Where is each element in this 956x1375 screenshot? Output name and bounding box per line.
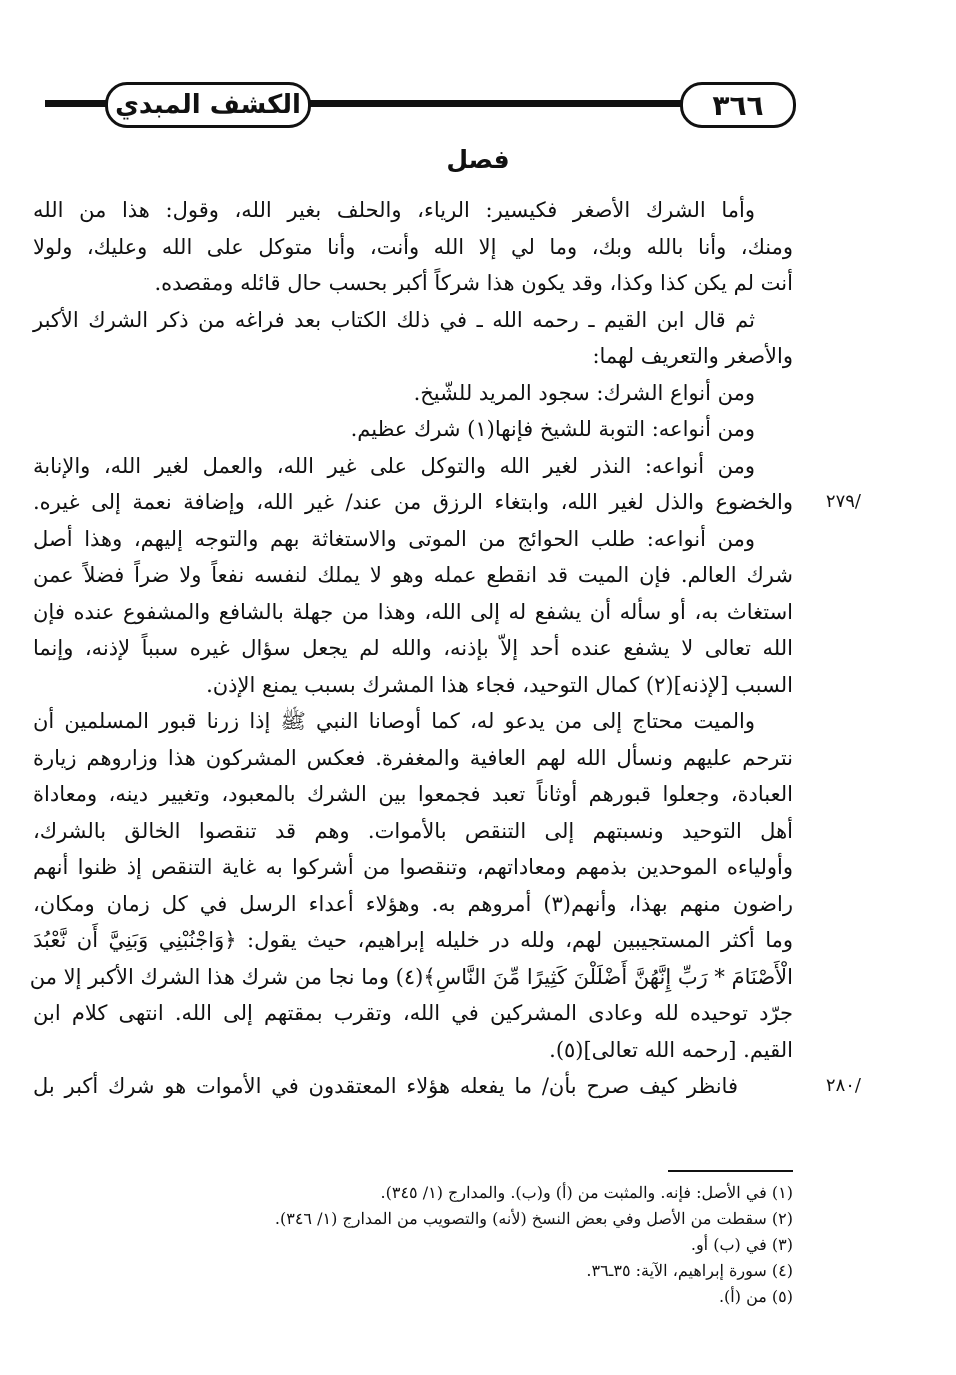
text-line-content: فانظر كيف صرح بأن/ ما يفعله هؤلاء المعتقدون في الأموات هو شرك أكبر بل — [33, 1074, 738, 1098]
text-line: نترحم عليهم ونسأل الله لهم العافية والمغفرة. فعكس المشركون هذا وزاروهم زيارة — [33, 745, 793, 770]
page-header — [45, 78, 795, 130]
body-text — [29, 192, 861, 1105]
text-line: شرك العالم. فإن الميت قد انقطع عمله وهو لا يملك لنفسه نفعاً ولا ضراً فضلاً عمن — [33, 563, 793, 587]
section-title: فصل — [446, 145, 510, 174]
footnote: (٤) سورة إبراهيم، الآية: ٣٥ـ٣٦. — [586, 1261, 793, 1280]
text-line: استغاث به، أو سأله أن يشفع له إلى الله، وهذا من جهلة بالشافع والمشفوع عنده فإن — [33, 599, 793, 624]
text-line: أهل التوحيد ونسبتهم إلى التنقص بالأموات. وهم قد تنقصوا الخالق بالشرك، — [33, 818, 793, 843]
text-line: أنت لم يكن كذا وكذا، وقد يكون هذا شركاً أكبر بحسب حال قائله ومقصده. — [154, 271, 793, 295]
margin-page-marker: ٢٨٠/ — [825, 1075, 861, 1096]
book-title: الكشف المبدي — [105, 82, 311, 128]
text-line: الْأَصْنَامَ * رَبِّ إِنَّهُنَّ أَضْلَلْنَ كَثِيرًا مِّنَ النَّاسِ﴾(٤) وما نجا من شرك هذا الشرك الأكبر إلا من — [29, 964, 793, 989]
text-line: ثم قال ابن القيم ـ رحمه الله ـ في ذلك الكتاب بعد فراغه من ذكر الشرك الأكبر — [33, 307, 755, 332]
text-line — [33, 484, 861, 521]
text-line: والأصغر والتعريف لهما: — [592, 344, 793, 368]
footnote: (١) في الأصل: فإنه. والمثبت من (أ) و(ب). والمدارج (١/ ٣٤٥). — [380, 1183, 793, 1202]
text-line: ومن أنواعه: طلب الحوائج من الموتى والاستغاثة بهم والتوجه إليهم، وهذا أصل — [33, 526, 755, 551]
text-line: ومن أنواعه: النذر لغير الله والتوكل على غير الله، والعمل لغير الله، والإنابة — [33, 453, 755, 478]
footnote-separator — [668, 1170, 793, 1172]
text-line-content: والخضوع والذل لغير الله، وابتغاء الرزق من عند/ غير الله، وإضافة نعمة إلى غيره. — [33, 490, 793, 514]
text-line: ومن أنواع الشرك: سجود المريد للشّيخ. — [413, 380, 755, 405]
text-line: ومنك، وأنا بالله وبك، وما لي إلا الله وأنت، وأنا متوكل على الله وعليك، ولولا — [33, 234, 793, 259]
margin-page-marker: ٢٧٩/ — [825, 491, 861, 512]
text-line: وأولياءه الموحدين بذمهم ومعاداتهم، وتنقصوا من أشركوا به غاية التنقص إذ ظنوا أنهم — [33, 855, 793, 879]
text-line: وأما الشرك الأصغر فكيسير: الرياء، والحلف بغير الله، وقول: هذا من الله — [33, 198, 755, 222]
text-line — [33, 1068, 861, 1105]
text-line: الله تعالى لا يشفع عنده أحد إلاّ بإذنه، والله لم يجعل سؤال غيره سبباً لإذنه، وإنما — [33, 636, 793, 660]
text-line: السبب [لإذنه](٢) كمال التوحيد، فجاء هذا المشرك بسبب يمنع الإذن. — [206, 672, 793, 697]
page-number: ٣٦٦ — [680, 82, 796, 128]
text-line: القيم. [رحمه الله تعالى](٥). — [549, 1037, 793, 1062]
footnote: (٢) سقطت من الأصل وفي بعض النسخ (لأنه) والتصويب من المدارج (١/ ٣٤٦). — [274, 1209, 793, 1228]
text-line: والميت محتاج إلى من يدعو له، كما أوصانا النبي ﷺ إذا زرنا قبور المسلمين أن — [33, 709, 755, 733]
text-line: جرّد توحيده لله وعادى المشركين في الله، وتقرب بمقتهم إلى الله. انتهى كلام ابن — [33, 1001, 793, 1025]
text-line: راضون منهم بهذا، وأنهم(٣) أمروهم به. وهؤلاء أعداء الرسل في كل زمان ومكان، — [33, 891, 793, 916]
footnote: (٥) من (أ). — [718, 1287, 793, 1306]
footnote: (٣) في (ب) أو. — [690, 1235, 793, 1254]
text-line: العبادة، وجعلوا قبورهم أوثاناً تعبد فجمعوا بين الشرك بالمعبود، وتغيير دينه، ومعاداة — [33, 782, 793, 806]
footnotes — [33, 1180, 793, 1310]
text-line: ومن أنواعه: التوبة للشيخ فإنها(١) شرك عظيم. — [350, 417, 755, 441]
text-line: وما أكثر المستجيبين لهم، ولله در خليله إبراهيم، حيث يقول: ﴿وَاجْنُبْنِي وَبَنِيَّ أَن نَّعْبُدَ — [33, 928, 793, 952]
